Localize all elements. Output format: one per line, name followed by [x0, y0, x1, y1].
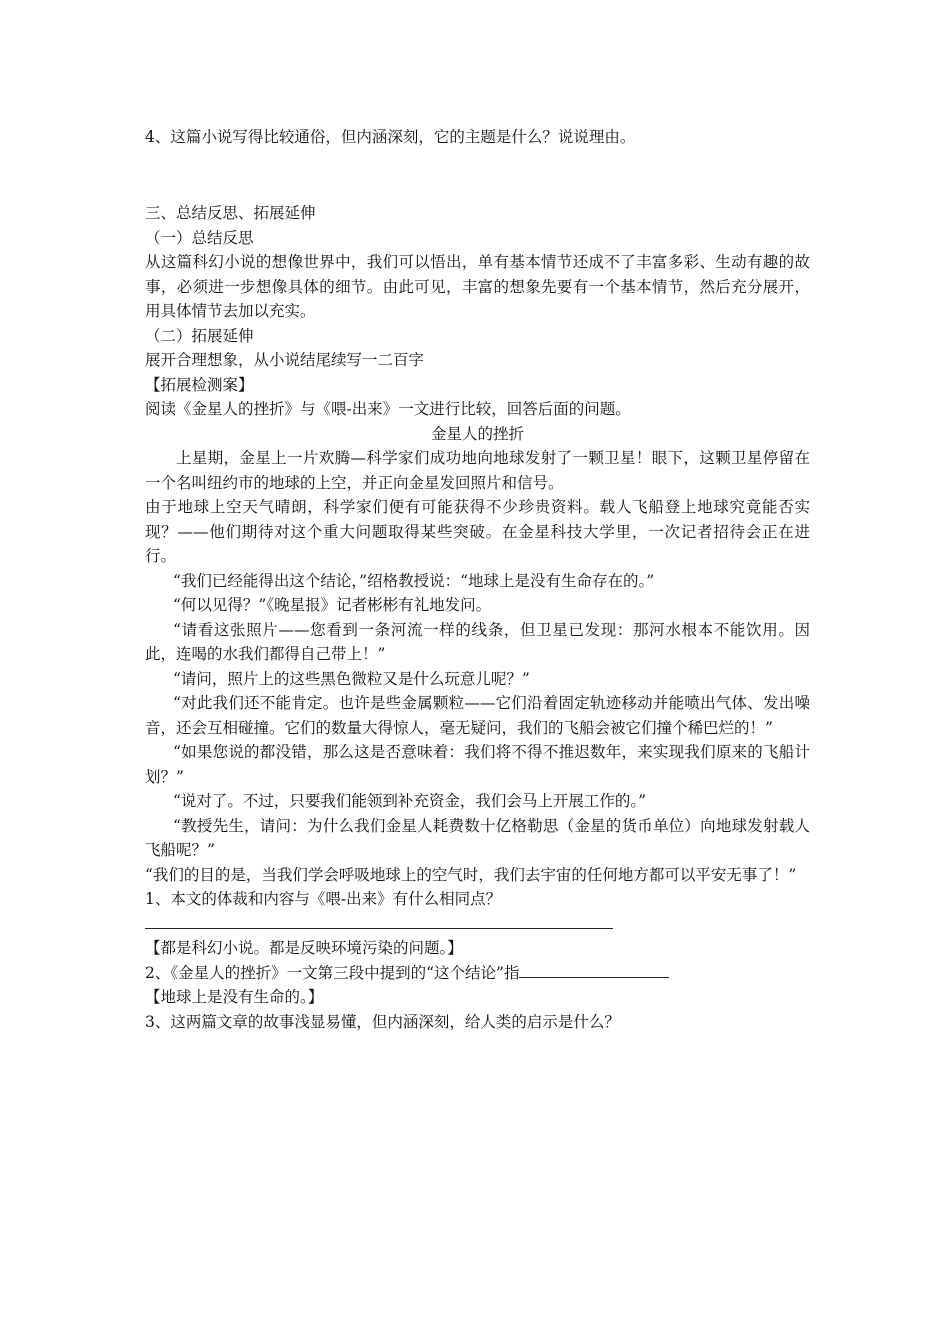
article-paragraph: 由于地球上空天气晴朗，科学家们便有可能获得不少珍贵资料。载人飞船登上地球究竟能否实现？——他们期待对这个重大问题取得某些突破。在金星科技大学里，一次记者招待会正在进行。 — [145, 498, 810, 565]
answer-1: 【都是科幻小说。都是反映环境污染的问题。】 — [145, 939, 463, 957]
subsection-1-text: 从这篇科幻小说的想像世界中，我们可以悟出，单有基本情节还成不了丰富多彩、生动有趣的故事，必须进一步想像具体的细节。由此可见，丰富的想象先要有一个基本情节，然后充分展开，用具体情节去加以充实。 — [145, 253, 810, 320]
section-3 — [145, 201, 810, 1034]
subsection-2-text: 展开合理想象，从小说结尾续写一二百字 — [145, 351, 425, 369]
answer-blank[interactable] — [145, 914, 613, 929]
subsection-2-title: （二）拓展延伸 — [145, 326, 254, 345]
subsection-1-title: （一）总结反思 — [145, 228, 254, 247]
article-paragraph: “请问，照片上的这些黑色微粒又是什么玩意儿呢？” — [173, 669, 530, 688]
section-3-title: 三、总结反思、拓展延伸 — [145, 204, 316, 222]
article-paragraph: “何以见得？”《晚星报》记者彬彬有礼地发问。 — [173, 596, 492, 614]
article-paragraph: “说对了。不过，只要我们能领到补充资金，我们会马上开展工作的。” — [173, 792, 647, 810]
answer-2: 【地球上是没有生命的。】 — [145, 988, 324, 1006]
case-title: 【拓展检测案】 — [145, 375, 254, 394]
question-2-row — [145, 961, 810, 986]
reading-intro: 阅读《金星人的挫折》与《喂-出来》一文进行比较，回答后面的问题。 — [145, 400, 631, 418]
article-paragraph: “请看这张照片——您看到一条河流一样的线条，但卫星已发现：那河水根本不能饮用。因此，连喝的水我们都得自己带上！” — [145, 620, 810, 663]
answer-blank-2[interactable] — [519, 963, 669, 978]
question-4: 4、这篇小说写得比较通俗，但内涵深刻，它的主题是什么？说说理由。 — [145, 128, 636, 146]
article-paragraph: 上星期，金星上一片欢腾—科学家们成功地向地球发射了一颗卫星！眼下，这颗卫星停留在一个名叫纽约市的地球的上空，并正向金星发回照片和信号。 — [145, 449, 810, 492]
article-paragraph: “对此我们还不能肯定。也许是些金属颗粒——它们沿着固定轨迹移动并能喷出气体、发出噪音，还会互相碰撞。它们的数量大得惊人，毫无疑问，我们的飞船会被它们撞个稀巴烂的！” — [145, 694, 810, 737]
question-3: 3、这两篇文章的故事浅显易懂，但内涵深刻，给人类的启示是什么？ — [145, 1012, 620, 1031]
article-title: 金星人的挫折 — [430, 424, 524, 443]
article-paragraph: “如果您说的都没错，那么这是否意味着：我们将不得不推迟数年，来实现我们原来的飞船计划？” — [145, 743, 810, 786]
question-2: 2、《金星人的挫折》一文第三段中提到的“这个结论”指 — [145, 963, 520, 982]
question-1: 1、本文的体裁和内容与《喂-出来》有什么相同点？ — [145, 890, 502, 908]
article-paragraph: “我们的目的是，当我们学会呼吸地球上的空气时，我们去宇宙的任何地方都可以平安无事了！” — [145, 865, 797, 884]
article-paragraph: “教授先生，请问：为什么我们金星人耗费数十亿格勒思（金星的货币单位）向地球发射载人飞船呢？” — [145, 816, 810, 859]
article-paragraph: “我们已经能得出这个结论，”绍格教授说：“地球上是没有生命存在的。” — [173, 571, 655, 590]
answer-line-1[interactable] — [145, 912, 810, 937]
